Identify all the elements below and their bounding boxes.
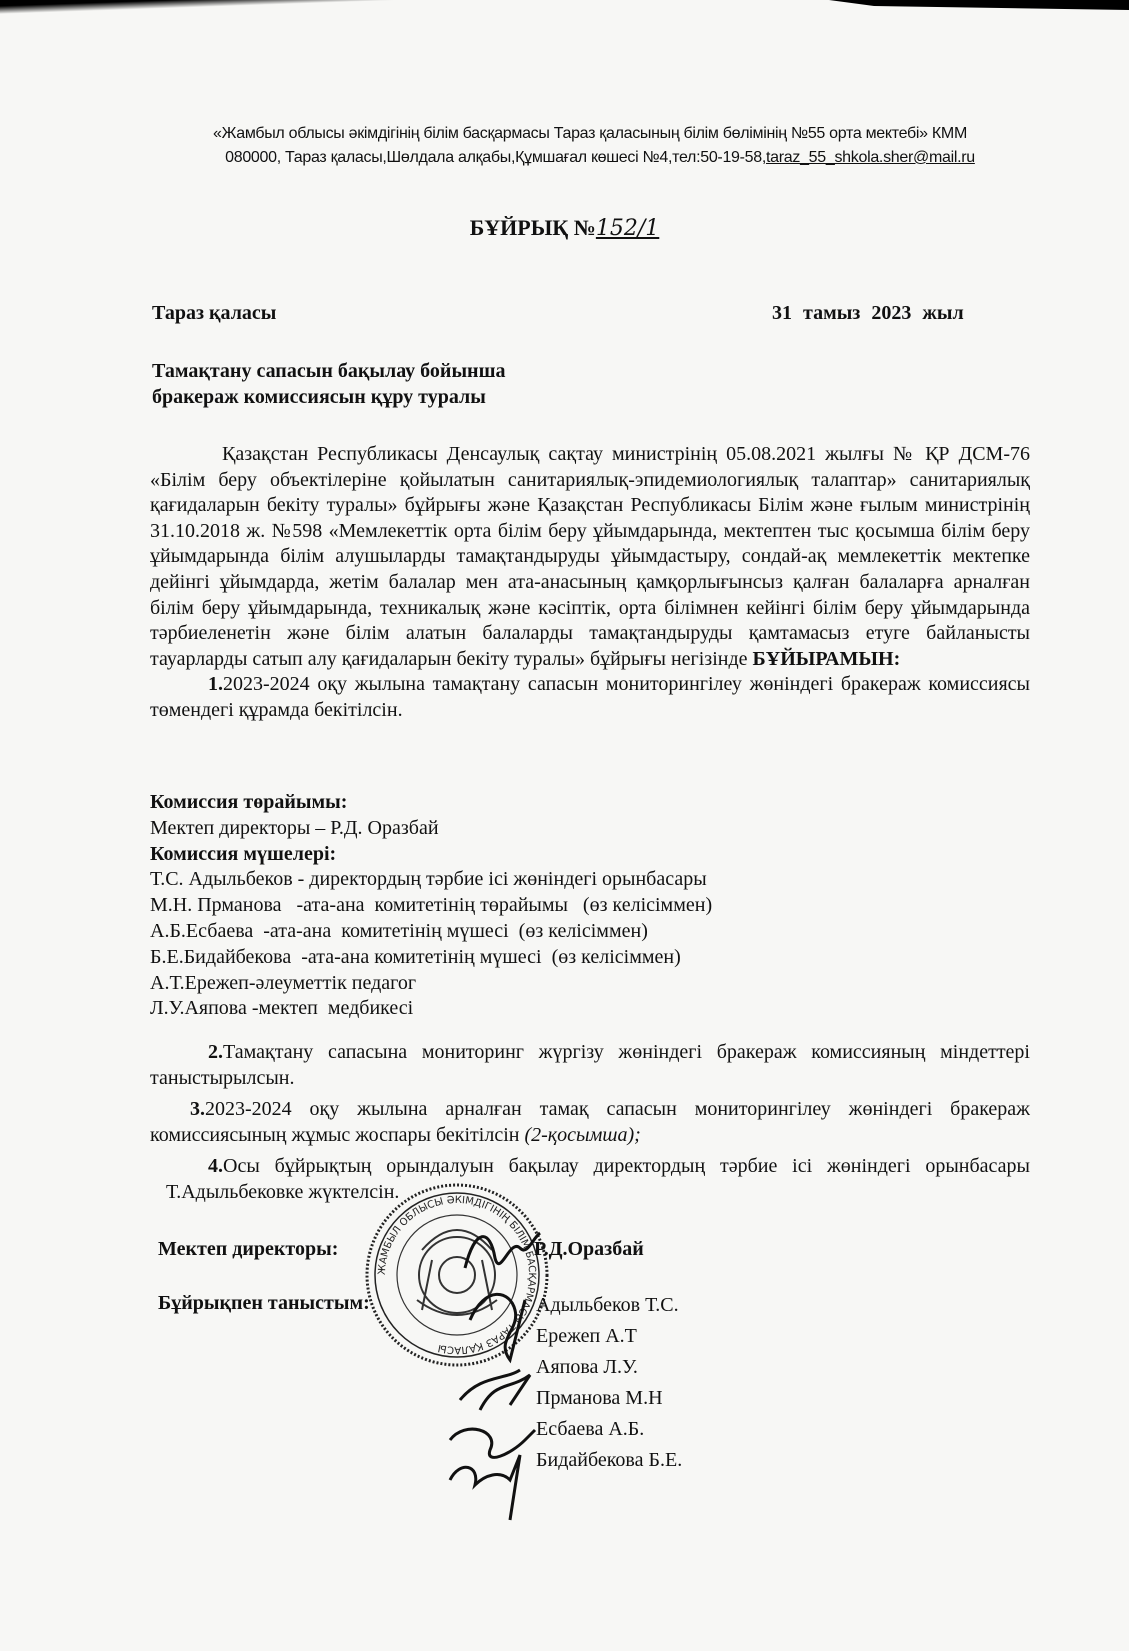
- item-3-text: 2023-2024 оқу жылына арналған тамақ сапасын мониторингілеу жөніндегі бракераж комиссиясының жұмыс жоспары бекітілсін: [150, 1098, 1030, 1146]
- letterhead-org: «Жамбыл облысы әкімдігінің білім басқармасы Тараз қаласының білім бөлімінің №55 орта мектебі» КММ: [212, 125, 967, 142]
- order-title: [0, 215, 1129, 241]
- order-subject: [152, 358, 505, 410]
- acknowledged-list: [536, 1290, 682, 1476]
- stamp-text: ЖАМБЫЛ ОБЛЫСЫ ӘКІМДІГІНІҢ БІЛІМ БАСҚАРМАСЫ ТАРАЗ ҚАЛАСЫ: [376, 1194, 538, 1356]
- item-1-text: 2023-2024 оқу жылына тамақтану сапасын мониторингілеу жөніндегі бракераж комиссиясы төмендегі құрамда бекітілсін.: [150, 673, 1030, 721]
- letterhead-address: [150, 146, 1030, 170]
- ack-name: Прманова М.Н: [536, 1387, 663, 1409]
- order-number: 152/1: [595, 216, 660, 241]
- member-item: М.Н. Прманова -ата-ана комитетінің төрайымы (өз келісіммен): [150, 894, 713, 917]
- item-4-number: 4.: [208, 1155, 223, 1178]
- member-item: А.Б.Есбаева -ата-ана комитетінің мүшесі (өз келісіммен): [150, 919, 648, 942]
- item-3: [150, 1097, 1030, 1148]
- preamble-paragraph: [150, 442, 1030, 672]
- director-name: Р.Д.Оразбай: [534, 1238, 644, 1260]
- ack-name: Ережеп А.Т: [536, 1325, 637, 1347]
- order-place: Тараз қаласы: [152, 302, 277, 324]
- member-item: Б.Е.Бидайбекова -ата-ана комитетінің мүшесі (өз келісіммен): [150, 945, 681, 968]
- members-heading: Комиссия мүшелері:: [150, 842, 337, 865]
- item-2-number: 2.: [208, 1041, 223, 1063]
- order-title-label: БҰЙРЫҚ №: [469, 215, 596, 240]
- ack-name: Адыльбеков Т.С.: [536, 1294, 679, 1316]
- item-2: [150, 1040, 1030, 1091]
- chair: Мектеп директоры – Р.Д. Оразбай: [150, 816, 439, 839]
- item-3-appendix: (2-қосымша);: [524, 1123, 641, 1146]
- order-date: 31 тамыз 2023 жыл: [772, 302, 964, 324]
- ack-name: Есбаева А.Б.: [536, 1418, 645, 1440]
- item-2-text: Тамақтану сапасына мониторинг жүргізу жөніндегі бракераж комиссияның міндеттері таныстырылсын.: [150, 1041, 1030, 1089]
- ack-name: Бидайбекова Б.Е.: [536, 1449, 683, 1471]
- member-item: А.Т.Ережеп-әлеуметтік педагог: [150, 971, 417, 994]
- member-item: Т.С. Адыльбеков - директордың тәрбие ісі жөніндегі орынбасары: [150, 868, 707, 891]
- director-signature-icon: [455, 1218, 545, 1288]
- item-1-number: 1.: [208, 673, 223, 696]
- item-3-number: 3.: [190, 1098, 205, 1121]
- letterhead-address-text: 080000, Тараз қаласы,Шөлдала алқабы,Құмшағал көшесі №4,тел:50-19-58,: [225, 149, 767, 166]
- preamble: [150, 442, 1030, 724]
- order-subject-line1: Тамақтану сапасын бақылау бойынша: [152, 360, 506, 382]
- letterhead: [150, 122, 1030, 170]
- commission-list: [150, 790, 712, 1022]
- order-items: [150, 1040, 1030, 1212]
- director-role: Мектеп директоры:: [158, 1238, 339, 1260]
- letterhead-email-link[interactable]: taraz_55_shkola.sher@mail.ru: [766, 149, 975, 166]
- handwritten-signatures-icon: [440, 1280, 540, 1530]
- member-item: Л.У.Аяпова -мектеп медбикесі: [150, 997, 414, 1020]
- chair-heading: Комиссия төрайымы:: [150, 791, 348, 813]
- ack-name: Аяпова Л.У.: [536, 1356, 638, 1378]
- preamble-text: Қазақстан Республикасы Денсаулық сақтау министрінің 05.08.2021 жылғы № ҚР ДСМ-76 «Білім беру объектілеріне қойылатын санитариялық-эпидемиологиялық талаптар» санитариялық қағидаларын бекіту туралы» бұйрығы және Қазақстан Республикасы Білім және ғылым министрінің 31.10.2018 ж. №598 «Мемлекеттік орта білім беру ұйымдарында, мектептен тыс қосымша білім беру ұйымдарында білім алушыларды тамақтандыруды ұйымдастыру, сондай-ақ мемлекеттік мектепке дейінгі ұйымдарда, жетім балалар мен ата-анасының қамқорлығынсыз қалған балаларға арналған білім беру ұйымдарында, техникалық және кәсіптік, орта білімнен кейінгі білім беру ұйымдарында тәрбиеленетін және білім алатын балаларды тамақтандыруды қамтамасыз етуге байланысты тауарларды сатып алу қағидаларын бекіту туралы» бұйрығы негізінде: [150, 443, 1030, 670]
- item-1: [150, 672, 1030, 723]
- item-4: [150, 1154, 1030, 1205]
- acknowledged-label: Бұйрықпен таныстым:: [158, 1292, 370, 1314]
- order-subject-line2: бракераж комиссиясын құру туралы: [152, 386, 486, 408]
- item-4-text: Осы бұйрықтың орындалуын бақылау директордың тәрбие ісі жөніндегі орынбасары Т.Адыльбековке жүктелсін.: [166, 1155, 1030, 1203]
- order-word: БҰЙЫРАМЫН:: [752, 647, 901, 670]
